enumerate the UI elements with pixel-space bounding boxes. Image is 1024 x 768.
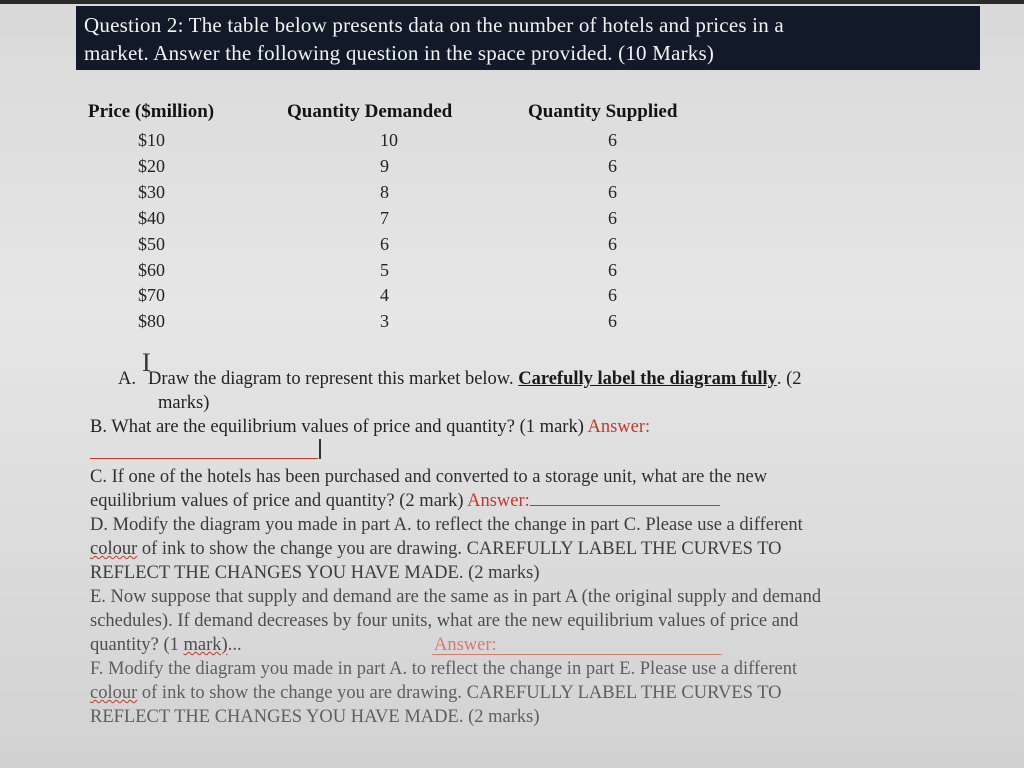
part-e-answer-field[interactable] xyxy=(432,654,722,655)
part-a-line-2: marks) xyxy=(158,393,210,413)
question-line-1: Question 2: The table below presents data on the number of hotels and prices in a xyxy=(84,13,784,37)
part-f-line-2-text: of ink to show the change you are drawing. CAREFULLY LABEL THE CURVES TO xyxy=(137,683,782,703)
part-a-label: A. xyxy=(118,369,136,389)
part-e-ellipsis: ... xyxy=(227,635,242,655)
part-a-line-1 xyxy=(118,368,802,390)
part-f-line-1: F. Modify the diagram you made in part A. to reflect the change in part E. Please use a different xyxy=(90,659,798,679)
top-edge xyxy=(0,0,1024,4)
header-price: Price ($million) xyxy=(88,101,215,122)
qs-cell: 6 xyxy=(608,155,617,176)
qs-cell: 6 xyxy=(608,285,617,306)
qd-cell: 9 xyxy=(380,155,389,176)
part-e-line-2: schedules). If demand decreases by four units, what are the new equilibrium values of price and xyxy=(90,611,799,631)
qd-cell: 4 xyxy=(380,285,389,306)
part-d-line-2-text: of ink to show the change you are drawing. CAREFULLY LABEL THE CURVES TO xyxy=(137,539,782,559)
price-cell: $30 xyxy=(138,181,165,202)
price-cell: $40 xyxy=(138,207,165,228)
part-e-text: quantity? (1 xyxy=(90,635,184,655)
header-quantity-supplied: Quantity Supplied xyxy=(528,101,678,122)
part-b-line xyxy=(90,416,650,438)
price-column xyxy=(138,128,165,335)
qs-cell: 6 xyxy=(608,207,617,228)
part-d-line-3: REFLECT THE CHANGES YOU HAVE MADE. (2 marks) xyxy=(90,563,540,583)
part-f-line-2 xyxy=(90,682,782,704)
part-d-line-1: D. Modify the diagram you made in part A. to reflect the change in part C. Please use a different xyxy=(90,515,803,535)
qs-cell: 6 xyxy=(608,233,617,254)
part-c-answer-field[interactable] xyxy=(530,491,720,506)
part-a-text: Draw the diagram to represent this market below. xyxy=(148,369,519,389)
qd-cell: 3 xyxy=(380,311,389,332)
part-e-line-3 xyxy=(90,634,242,656)
part-c-line-2 xyxy=(90,490,720,512)
ibeam-cursor-icon: I xyxy=(142,348,151,377)
part-a-emphasis: Carefully label the diagram fully xyxy=(518,369,777,389)
part-e-line-1: E. Now suppose that supply and demand are the same as in part A (the original supply and demand xyxy=(90,587,822,607)
question-banner xyxy=(76,6,980,70)
part-d-line-2 xyxy=(90,538,782,560)
part-c-answer-label: Answer: xyxy=(467,491,530,511)
part-f-line-3: REFLECT THE CHANGES YOU HAVE MADE. (2 marks) xyxy=(90,707,540,727)
question-line-2: market. Answer the following question in the space provided. (10 Marks) xyxy=(84,41,715,65)
part-b-answer-field[interactable] xyxy=(90,458,318,459)
qd-cell: 10 xyxy=(380,130,398,150)
part-c-text: equilibrium values of price and quantity? (2 mark) xyxy=(90,491,468,511)
qs-cell: 6 xyxy=(608,259,617,280)
price-cell: $10 xyxy=(138,130,165,150)
part-f-colour-word: colour xyxy=(90,683,138,703)
qs-cell: 6 xyxy=(608,130,617,150)
part-b-answer-label: Answer: xyxy=(587,417,651,437)
qs-cell: 6 xyxy=(608,311,617,332)
part-c-line-1: C. If one of the hotels has been purchased and converted to a storage unit, what are the new xyxy=(90,467,768,487)
price-cell: $20 xyxy=(138,155,165,176)
qd-cell: 5 xyxy=(380,259,389,280)
qd-cell: 8 xyxy=(380,181,389,202)
price-cell: $60 xyxy=(138,259,165,280)
qs-cell: 6 xyxy=(608,181,617,202)
part-a-tail: . (2 xyxy=(776,369,802,389)
qd-cell: 7 xyxy=(380,207,389,228)
text-cursor xyxy=(319,439,321,459)
quantity-supplied-column xyxy=(608,128,617,335)
price-cell: $80 xyxy=(138,311,165,332)
price-cell: $70 xyxy=(138,285,165,306)
qd-cell: 6 xyxy=(380,233,389,254)
part-e-answer-label: Answer: xyxy=(434,635,497,655)
part-d-colour-word: colour xyxy=(90,539,138,559)
part-b-text: B. What are the equilibrium values of price and quantity? (1 mark) xyxy=(90,417,588,437)
part-e-mark-word: mark) xyxy=(183,635,228,655)
quantity-demanded-column xyxy=(380,128,398,335)
header-quantity-demanded: Quantity Demanded xyxy=(287,101,453,122)
price-cell: $50 xyxy=(138,233,165,254)
